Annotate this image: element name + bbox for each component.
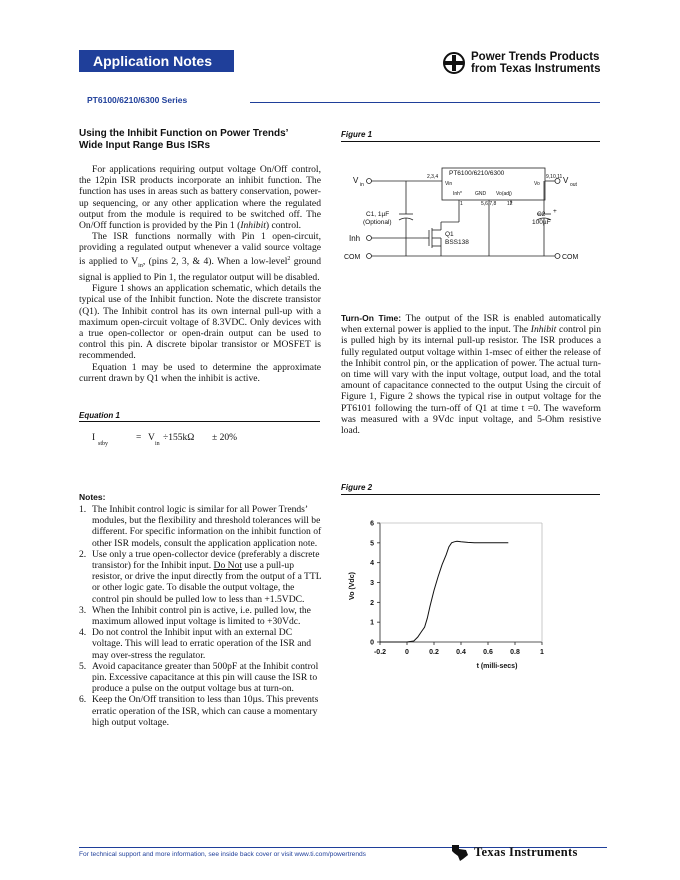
c2-line-2: 100µF <box>532 219 551 226</box>
paragraph-4: Equation 1 may be used to determine the approximate current drawn by Q1 when the inhibit is active. <box>79 361 321 384</box>
series-line-vo <box>380 541 508 642</box>
x-tick-label: 0.4 <box>456 649 466 656</box>
figure-2-rule <box>341 494 600 495</box>
vin-sub: in <box>360 182 364 188</box>
turn-on-chart <box>341 510 603 670</box>
com-left-terminal <box>367 254 372 259</box>
title-line-2: Wide Input Range Bus ISRs <box>79 140 211 151</box>
note-item: 6. Keep the On/Off transition to less than 10µs. This prevents erratic operation of the ISR, which can cause a momentary high output voltage. <box>79 694 319 728</box>
paragraph-3: Figure 1 shows an application schematic, which details the typical use of the Inhibit function. Note the discrete transistor (Q1). The Inhibit control has its own internal pull-up with a maximum open-circuit voltage of 8.3VDC. Only devices with a true open-collector or open-drain output can be used to control this pin. A discrete bipolar transistor or MOSFET is recommended. <box>79 283 321 362</box>
y-tick-label: 2 <box>370 599 374 607</box>
vout-label: V <box>563 176 569 185</box>
turn-on-heading: Turn-On Time: <box>341 313 402 323</box>
figure-1-label: Figure 1 <box>341 130 373 139</box>
brand-line-2: from Texas Instruments <box>471 63 601 75</box>
y-tick-label: 4 <box>370 560 374 568</box>
equation-label: Equation 1 <box>79 411 120 420</box>
equation-rule <box>79 421 320 422</box>
note-item: 4. Do not control the Inhibit input with an external DC voltage. This will lead to erratic operation of the ISR and may over-stress the regulator. <box>79 627 312 661</box>
x-tick-label: 0.8 <box>510 649 520 656</box>
q1-line-1: Q1 <box>445 231 454 238</box>
vin-pin: Vin <box>445 181 453 187</box>
y-tick-label: 6 <box>370 520 374 528</box>
x-tick-label: 1 <box>540 649 544 656</box>
turn-on-paragraph: Turn-On Time: The output of the ISR is enabled automatically when external power is applied to the input. The Inhibit control pin is pulled high by its internal pull-up resistor. The ISR produces a fully regulated output voltage within 1-msec of either the release of the Inhibit control pin, or the application of power. The actual turn-on time will vary with the input voltage, output load, and the total amount of capacitance connected to the output Using the circuit of Figure 1, Figure 2 shows the typical rise in output voltage for the PT6101 following the turn-off of Q1 at time t =0. The waveform was measured with a 9Vdc input voltage, and 5-Ohm resistive load. <box>341 313 601 437</box>
x-axis-label: t (milli-secs) <box>476 663 518 670</box>
article-title <box>79 128 329 152</box>
y-tick-label: 3 <box>370 580 374 587</box>
paragraph-1: For applications requiring output voltage On/Off control, the 12pin ISR products incorporate an inhibit function. The function has uses in areas such as battery conservation, power-up sequencing, or any other application where the regulated output from the module is required to be switched off. The On/Off function is provided by the Pin 1 (Inhibit) control. <box>79 164 321 232</box>
brand-line-1: Power Trends Products <box>471 51 600 63</box>
inh-pin: Inh* <box>453 191 462 197</box>
y-tick-label: 5 <box>370 540 374 548</box>
power-trends-logo-icon <box>441 51 467 75</box>
figure-2-label: Figure 2 <box>341 483 373 492</box>
pin-1: 1 <box>460 201 463 207</box>
vo-pin: Vo <box>534 181 540 187</box>
c1-line-2: (Optional) <box>363 219 392 226</box>
note-item: 5. Avoid capacitance greater than 500pF at the Inhibit control pin. Excessive capacitance at this pin will cause the ISR to produce a pulse on the output voltage bus at turn-on. <box>79 660 319 695</box>
vo-adj-pin: Vo(adj) <box>496 191 512 197</box>
y-tick-label: 0 <box>370 639 374 647</box>
paragraph-2: The ISR functions normally with Pin 1 open-circuit, providing a regulated output whenever a valid source voltage is applied to $V_{in}$, (pins 2, 3, & 4). When a low-level$^2$ ground signal is applied to Pin 1, the regulator output will be disabled. <box>79 231 321 283</box>
banner-title: Application Notes <box>93 53 213 69</box>
pins-in: 2,3,4 <box>427 174 439 180</box>
x-tick-label: -0.2 <box>373 649 387 656</box>
note-item: 3. When the Inhibit control pin is active, i.e. pulled low, the maximum allowed input voltage is limited to +30Vdc. <box>79 604 311 628</box>
figure-1-rule <box>341 141 600 142</box>
x-tick-label: 0 <box>405 649 409 656</box>
ic-name: PT6100/6210/6300 <box>449 170 505 177</box>
x-tick-label: 0.2 <box>429 649 439 656</box>
texas-instruments-logo <box>450 842 578 862</box>
c1-line-1: C1, 1µF <box>366 211 390 218</box>
notes-heading: Notes: <box>79 492 106 502</box>
y-axis-label: Vo (Vdc) <box>349 572 356 600</box>
pins-out: 9,10,11 <box>546 174 563 180</box>
com-right-terminal <box>555 254 560 259</box>
series-label: PT6100/6210/6300 Series <box>87 95 188 105</box>
equation-1: I stby = V in ÷155kΩ ± 20% <box>92 433 238 447</box>
q1-line-2: BSS138 <box>445 239 469 246</box>
body-column-left <box>79 164 321 384</box>
header-rule <box>250 102 600 103</box>
y-tick-label: 1 <box>370 619 374 627</box>
note-item: 1. The Inhibit control logic is similar for all Power Trends’ modules, but the flexibility and threshold tolerances will be different. For specific information on the inhibit function of other ISR models, consult the application application note. <box>79 504 322 549</box>
c2-plus: + <box>553 208 557 215</box>
vin-terminal <box>367 179 372 184</box>
c2-line-1: C2 <box>537 211 546 218</box>
ti-logo-text: Texas Instruments <box>474 844 578 859</box>
section-banner <box>79 50 234 72</box>
inh-terminal <box>367 236 372 241</box>
com-left-label: COM <box>344 254 361 261</box>
vin-label: V <box>353 176 359 185</box>
vout-sub: out <box>570 182 577 188</box>
inhibit-schematic <box>341 150 603 280</box>
title-line-1: Using the Inhibit Function on Power Trends’ <box>79 128 289 139</box>
body-column-right <box>341 313 601 436</box>
gnd-pins: 5,6,7,8 <box>481 201 497 207</box>
footer-text: For technical support and more information, see inside back cover or visit www.ti.com/powertrends <box>79 851 366 858</box>
pin-12: 12 <box>507 201 513 207</box>
note-item: 2. Use only a true open-collector device (preferably a discrete transistor) for the Inhibit input. Do Not use a pull-up resistor, or drive the input directly from the output of a TTL or other logic gate. To disable the output voltage, the control pin should be pulled low to less than +1.5VDC. <box>79 548 322 605</box>
x-tick-label: 0.6 <box>483 649 493 656</box>
inh-label: Inh <box>349 234 361 243</box>
notes-list <box>79 504 323 728</box>
texas-state-icon <box>450 842 470 862</box>
gnd-pin: GND <box>475 191 487 197</box>
com-right-label: COM <box>562 254 579 261</box>
brand-logo <box>441 51 601 75</box>
